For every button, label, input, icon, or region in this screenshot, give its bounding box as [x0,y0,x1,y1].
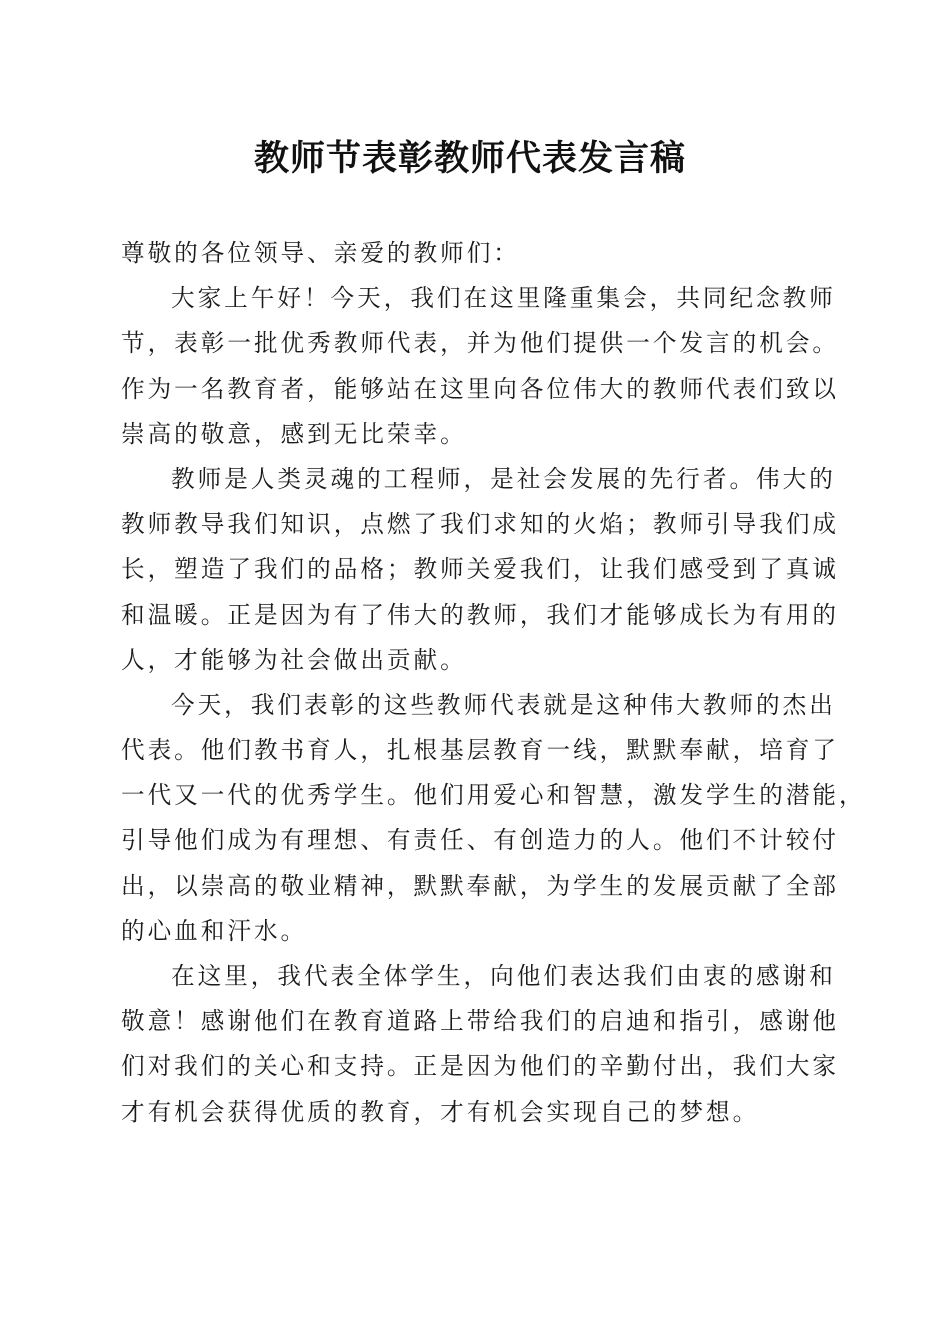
document-title: 教师节表彰教师代表发言稿 [253,138,686,179]
salutation: 尊敬的各位领导、亲爱的教师们： [121,239,520,267]
text-line: 才有机会获得优质的教育，才有机会实现自己的梦想。 [121,1097,760,1126]
text-line: 代表。他们教书育人，扎根基层教育一线，默默奉献，培育了 [121,736,840,765]
text-line: 大家上午好！今天，我们在这里隆重集会，共同纪念教师 [171,284,836,313]
text-line: 节，表彰一批优秀教师代表，并为他们提供一个发言的机会。 [121,329,840,358]
text-line: 出，以崇高的敬业精神，默默奉献，为学生的发展贡献了全部 [121,871,840,900]
text-line: 长，塑造了我们的品格；教师关爱我们，让我们感受到了真诚 [121,555,840,584]
text-line: 教师教导我们知识，点燃了我们求知的火焰；教师引导我们成 [121,510,840,539]
text-line: 敬意！感谢他们在教育道路上带给我们的启迪和指引，感谢他 [121,1007,840,1036]
text-line: 引导他们成为有理想、有责任、有创造力的人。他们不计较付 [121,826,840,855]
text-line: 崇高的敬意，感到无比荣幸。 [121,419,467,448]
text-line: 作为一名教育者，能够站在这里向各位伟大的教师代表们致以 [121,374,840,403]
text-line: 和温暖。正是因为有了伟大的教师，我们才能够成长为有用的 [121,600,840,629]
text-line: 今天，我们表彰的这些教师代表就是这种伟大教师的杰出 [171,690,836,719]
document-body [121,231,866,1135]
text-line: 人，才能够为社会做出贡献。 [121,645,467,674]
text-line: 们对我们的关心和支持。正是因为他们的辛勤付出，我们大家 [121,1052,840,1081]
text-line: 一代又一代的优秀学生。他们用爱心和智慧，激发学生的潜能， [121,781,866,810]
text-line: 的心血和汗水。 [121,916,308,945]
text-line: 在这里，我代表全体学生，向他们表达我们由衷的感谢和 [171,962,836,990]
text-line: 教师是人类灵魂的工程师，是社会发展的先行者。伟大的 [171,464,836,493]
